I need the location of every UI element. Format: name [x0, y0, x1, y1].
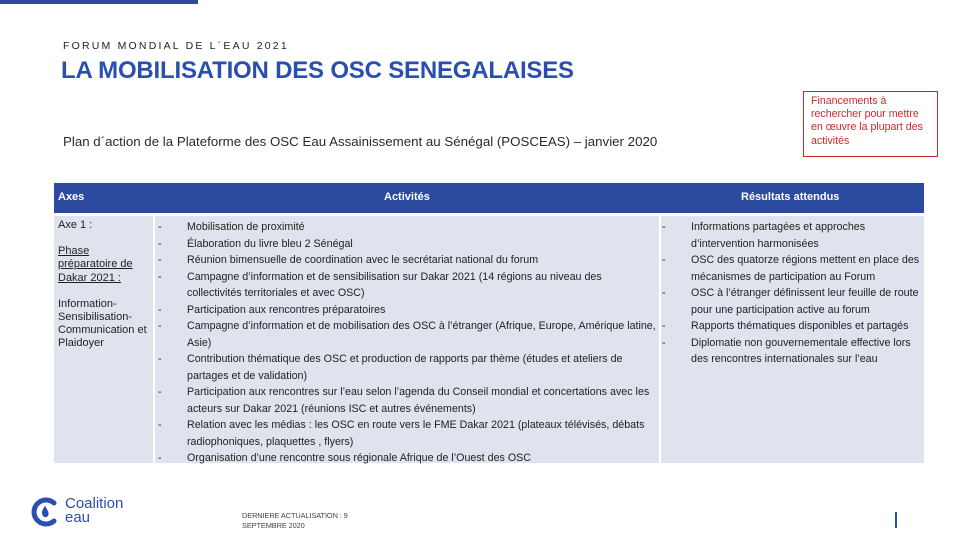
- list-dash: -: [158, 270, 162, 283]
- logo-line-2: eau: [65, 509, 91, 526]
- activity-item: [158, 219, 658, 236]
- result-text: Rapports thématiques disponibles et partagés: [691, 320, 909, 332]
- list-dash: -: [158, 320, 162, 332]
- list-dash: -: [158, 353, 162, 365]
- page-marker: [895, 512, 897, 528]
- forum-label: FORUM MONDIAL DE L´EAU 2021: [63, 40, 289, 52]
- result-item: [662, 285, 924, 318]
- activity-item: [158, 384, 658, 417]
- activity-item: [158, 351, 658, 384]
- list-dash: -: [158, 303, 162, 316]
- results-cell: [662, 219, 924, 368]
- list-dash: -: [158, 419, 162, 431]
- activity-text: Campagne d’information et de sensibilisation sur Dakar 2021 (14 régions au niveau des collectivités territoriales et avec OSC): [187, 270, 602, 299]
- result-text: OSC à l’étranger définissent leur feuille de route pour une participation active au forum: [691, 287, 919, 316]
- activity-text: Organisation d’une rencontre sous régionale Afrique de l’Ouest des OSC: [187, 452, 531, 464]
- last-update-note: [242, 511, 348, 531]
- activity-text: Élaboration du livre bleu 2 Sénégal: [187, 237, 353, 250]
- table-body: [54, 216, 924, 463]
- axe-label: Axe 1 :: [58, 219, 93, 231]
- funding-note-text: Financements à rechercher pour mettre en œuvre la plupart des activités: [811, 95, 923, 147]
- activity-text: Participation aux rencontres préparatoires: [187, 303, 386, 316]
- coalition-eau-logo-icon: [30, 497, 60, 527]
- axe-description: Information-Sensibilisation-Communication et Plaidoyer: [58, 297, 147, 350]
- activity-text: Réunion bimensuelle de coordination avec le secrétariat national du forum: [187, 254, 539, 266]
- logo-text: [65, 497, 123, 525]
- list-dash: -: [158, 254, 162, 266]
- last-update-line-2: SEPTEMBRE 2020: [242, 521, 305, 530]
- activity-text: Relation avec les médias : les OSC en route vers le FME Dakar 2021 (plateaux télévisés, débats radiophoniques, plaquettes , flyers): [187, 419, 645, 448]
- logo-line-1: Coalition: [65, 495, 124, 512]
- result-item: [662, 252, 924, 285]
- column-divider: [153, 216, 155, 463]
- list-dash: -: [158, 452, 162, 464]
- last-update-line-1: DERNIERE ACTUALISATION : 9: [242, 511, 348, 520]
- result-item: [662, 318, 924, 335]
- activity-text: Contribution thématique des OSC et production de rapports par thème (études et ateliers de partages et de validation): [187, 353, 623, 382]
- activity-item: [158, 252, 658, 269]
- list-dash: -: [662, 320, 666, 332]
- activity-text: Campagne d’information et de mobilisation des OSC à l’étranger (Afrique, Europe, Amérique latine, Asie): [187, 320, 656, 349]
- result-text: Informations partagées et approches d’intervention harmonisées: [691, 221, 866, 250]
- axes-cell: [58, 219, 150, 351]
- page-title: LA MOBILISATION DES OSC SENEGALAISES: [61, 57, 574, 84]
- activity-item: [158, 417, 658, 450]
- list-dash: -: [662, 221, 666, 233]
- header-axes: Axes: [58, 191, 85, 203]
- activities-cell: [158, 219, 658, 467]
- activity-item: [158, 269, 658, 302]
- list-dash: -: [662, 336, 666, 349]
- result-text: Diplomatie non gouvernementale effective lors des rencontres internationales sur l’eau: [691, 336, 911, 365]
- result-item: [662, 219, 924, 252]
- header-results: Résultats attendus: [741, 191, 840, 203]
- activity-item: [158, 236, 658, 253]
- list-dash: -: [158, 221, 162, 233]
- activity-item: [158, 318, 658, 351]
- activity-text: Participation aux rencontres sur l’eau selon l’agenda du Conseil mondial et concertations avec les acteurs sur Dakar 2021 (réunions ISC et autres événements): [187, 386, 650, 415]
- top-accent-bar: [0, 0, 198, 4]
- result-item: [662, 335, 924, 368]
- activity-item: [158, 450, 658, 467]
- activity-text: Mobilisation de proximité: [187, 221, 305, 233]
- table-header: [54, 183, 924, 213]
- header-activities: Activités: [384, 191, 430, 203]
- activity-item: [158, 302, 658, 319]
- page-subtitle: Plan d´action de la Plateforme des OSC Eau Assainissement au Sénégal (POSCEAS) – janvier 2020: [63, 134, 658, 149]
- action-plan-table: [54, 183, 924, 463]
- list-dash: -: [158, 386, 162, 398]
- list-dash: -: [158, 237, 162, 250]
- coalition-eau-logo: [30, 495, 145, 529]
- funding-note-box: [803, 91, 938, 157]
- phase-label: Phase préparatoire de Dakar 2021 :: [58, 245, 133, 284]
- list-dash: -: [662, 254, 666, 266]
- list-dash: -: [662, 287, 666, 299]
- column-divider: [659, 216, 661, 463]
- result-text: OSC des quatorze régions mettent en place des mécanismes de participation au Forum: [691, 254, 920, 283]
